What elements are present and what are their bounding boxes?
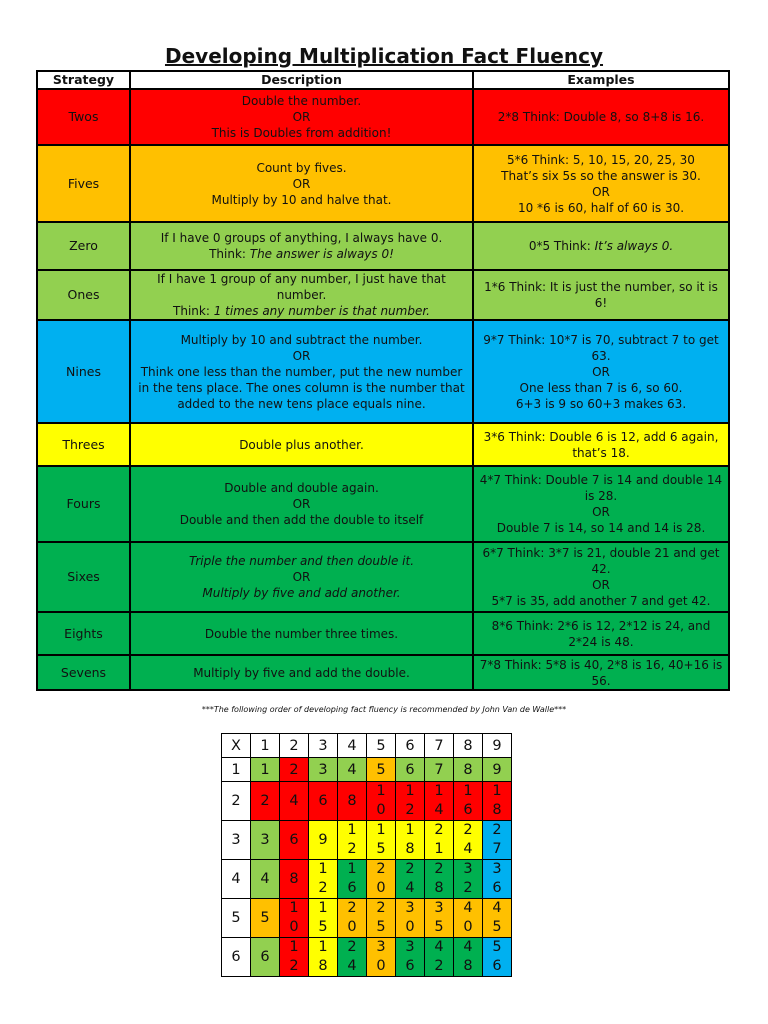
grid-cell: 4 0 bbox=[454, 899, 483, 938]
strategy-name: Eights bbox=[37, 612, 130, 655]
strategy-examples: 0*5 Think: It’s always 0. bbox=[473, 222, 729, 270]
strategy-description: Double plus another. bbox=[130, 423, 473, 466]
strategy-table bbox=[36, 70, 730, 691]
strategy-name: Twos bbox=[37, 89, 130, 145]
strategy-examples: 9*7 Think: 10*7 is 70, subtract 7 to get 63. OR One less than 7 is 6, so 60. 6+3 is 9 so 60+3 makes 63. bbox=[473, 320, 729, 423]
grid-row-header: 5 bbox=[222, 899, 251, 938]
grid-row bbox=[222, 899, 512, 938]
strategy-table-header bbox=[37, 71, 729, 89]
grid-cell: 3 bbox=[309, 758, 338, 782]
grid-cell: 4 bbox=[338, 758, 367, 782]
strategy-description: Multiply by 10 and subtract the number. OR Think one less than the number, put the new number in the tens place. The ones column is the number that added to the new tens place equals nine. bbox=[130, 320, 473, 423]
strategy-description: Double and double again. OR Double and then add the double to itself bbox=[130, 466, 473, 542]
grid-row-header: 1 bbox=[222, 758, 251, 782]
grid-col-header: 7 bbox=[425, 734, 454, 758]
grid-cell: 8 bbox=[280, 860, 309, 899]
grid-row bbox=[222, 938, 512, 977]
strategy-description: If I have 0 groups of anything, I always have 0. Think: The answer is always 0! bbox=[130, 222, 473, 270]
grid-cell: 2 1 bbox=[425, 821, 454, 860]
grid-col-header: 5 bbox=[367, 734, 396, 758]
strategy-row bbox=[37, 270, 729, 320]
grid-header-row bbox=[222, 734, 512, 758]
strategy-name: Fours bbox=[37, 466, 130, 542]
strategy-row bbox=[37, 466, 729, 542]
strategy-examples: 3*6 Think: Double 6 is 12, add 6 again, that’s 18. bbox=[473, 423, 729, 466]
strategy-name: Ones bbox=[37, 270, 130, 320]
grid-cell: 2 bbox=[280, 758, 309, 782]
grid-row-header: 2 bbox=[222, 782, 251, 821]
grid-corner: X bbox=[222, 734, 251, 758]
grid-cell: 3 0 bbox=[396, 899, 425, 938]
grid-cell: 3 bbox=[251, 821, 280, 860]
strategy-examples: 8*6 Think: 2*6 is 12, 2*12 is 24, and 2*24 is 48. bbox=[473, 612, 729, 655]
grid-cell: 3 6 bbox=[396, 938, 425, 977]
grid-cell: 9 bbox=[309, 821, 338, 860]
grid-cell: 1 2 bbox=[280, 938, 309, 977]
grid-cell: 1 0 bbox=[367, 782, 396, 821]
grid-cell: 8 bbox=[454, 758, 483, 782]
grid-col-header: 6 bbox=[396, 734, 425, 758]
strategy-row bbox=[37, 655, 729, 690]
grid-cell: 8 bbox=[338, 782, 367, 821]
grid-cell: 7 bbox=[425, 758, 454, 782]
grid-col-header: 1 bbox=[251, 734, 280, 758]
grid-cell: 3 2 bbox=[454, 860, 483, 899]
strategy-name: Fives bbox=[37, 145, 130, 222]
grid-cell: 1 2 bbox=[396, 782, 425, 821]
header-description: Description bbox=[130, 71, 473, 89]
grid-cell: 3 5 bbox=[425, 899, 454, 938]
grid-cell: 1 4 bbox=[425, 782, 454, 821]
strategy-name: Threes bbox=[37, 423, 130, 466]
grid-cell: 1 bbox=[251, 758, 280, 782]
multiplication-grid bbox=[221, 733, 512, 977]
strategy-examples: 4*7 Think: Double 7 is 14 and double 14 is 28. OR Double 7 is 14, so 14 and 14 is 28. bbox=[473, 466, 729, 542]
grid-cell: 1 5 bbox=[309, 899, 338, 938]
grid-cell: 5 6 bbox=[483, 938, 512, 977]
strategy-name: Zero bbox=[37, 222, 130, 270]
grid-cell: 2 bbox=[251, 782, 280, 821]
grid-cell: 6 bbox=[280, 821, 309, 860]
grid-row bbox=[222, 860, 512, 899]
grid-cell: 6 bbox=[251, 938, 280, 977]
grid-row-header: 6 bbox=[222, 938, 251, 977]
grid-cell: 2 0 bbox=[338, 899, 367, 938]
grid-cell: 1 6 bbox=[454, 782, 483, 821]
strategy-description: Double the number. OR This is Doubles from addition! bbox=[130, 89, 473, 145]
strategy-examples: 6*7 Think: 3*7 is 21, double 21 and get 42. OR 5*7 is 35, add another 7 and get 42. bbox=[473, 542, 729, 612]
grid-row-header: 4 bbox=[222, 860, 251, 899]
strategy-examples: 5*6 Think: 5, 10, 15, 20, 25, 30 That’s six 5s so the answer is 30. OR 10 *6 is 60, half of 60 is 30. bbox=[473, 145, 729, 222]
strategy-description: Double the number three times. bbox=[130, 612, 473, 655]
grid-cell: 2 4 bbox=[338, 938, 367, 977]
grid-cell: 4 bbox=[280, 782, 309, 821]
strategy-examples: 7*8 Think: 5*8 is 40, 2*8 is 16, 40+16 is 56. bbox=[473, 655, 729, 690]
strategy-name: Sevens bbox=[37, 655, 130, 690]
strategy-row bbox=[37, 612, 729, 655]
grid-cell: 1 8 bbox=[396, 821, 425, 860]
strategy-row bbox=[37, 89, 729, 145]
strategy-description: Multiply by five and add the double. bbox=[130, 655, 473, 690]
grid-row-header: 3 bbox=[222, 821, 251, 860]
grid-cell: 2 0 bbox=[367, 860, 396, 899]
grid-cell: 2 4 bbox=[454, 821, 483, 860]
grid-col-header: 8 bbox=[454, 734, 483, 758]
grid-col-header: 9 bbox=[483, 734, 512, 758]
strategy-row bbox=[37, 222, 729, 270]
page-title: Developing Multiplication Fact Fluency bbox=[164, 44, 604, 68]
strategy-description: Count by fives. OR Multiply by 10 and halve that. bbox=[130, 145, 473, 222]
grid-cell: 3 0 bbox=[367, 938, 396, 977]
strategy-examples: 1*6 Think: It is just the number, so it is 6! bbox=[473, 270, 729, 320]
strategy-examples: 2*8 Think: Double 8, so 8+8 is 16. bbox=[473, 89, 729, 145]
grid-cell: 5 bbox=[251, 899, 280, 938]
grid-row bbox=[222, 782, 512, 821]
strategy-row bbox=[37, 145, 729, 222]
grid-cell: 4 bbox=[251, 860, 280, 899]
strategy-description: Triple the number and then double it. OR Multiply by five and add another. bbox=[130, 542, 473, 612]
grid-cell: 4 8 bbox=[454, 938, 483, 977]
strategy-name: Nines bbox=[37, 320, 130, 423]
grid-col-header: 3 bbox=[309, 734, 338, 758]
grid-cell: 2 5 bbox=[367, 899, 396, 938]
grid-cell: 6 bbox=[309, 782, 338, 821]
grid-cell: 1 2 bbox=[309, 860, 338, 899]
grid-cell: 6 bbox=[396, 758, 425, 782]
grid-cell: 1 2 bbox=[338, 821, 367, 860]
grid-cell: 2 8 bbox=[425, 860, 454, 899]
grid-row bbox=[222, 821, 512, 860]
strategy-row bbox=[37, 320, 729, 423]
grid-cell: 1 6 bbox=[338, 860, 367, 899]
recommendation-note: ***The following order of developing fact fluency is recommended by John Van de Walle*** bbox=[201, 705, 567, 714]
grid-cell: 4 5 bbox=[483, 899, 512, 938]
strategy-row bbox=[37, 423, 729, 466]
grid-cell: 1 8 bbox=[483, 782, 512, 821]
grid-col-header: 2 bbox=[280, 734, 309, 758]
grid-cell: 4 2 bbox=[425, 938, 454, 977]
grid-cell: 5 bbox=[367, 758, 396, 782]
header-examples: Examples bbox=[473, 71, 729, 89]
grid-cell: 9 bbox=[483, 758, 512, 782]
grid-cell: 2 7 bbox=[483, 821, 512, 860]
grid-col-header: 4 bbox=[338, 734, 367, 758]
grid-cell: 1 0 bbox=[280, 899, 309, 938]
strategy-row bbox=[37, 542, 729, 612]
strategy-name: Sixes bbox=[37, 542, 130, 612]
header-strategy: Strategy bbox=[37, 71, 130, 89]
grid-cell: 1 8 bbox=[309, 938, 338, 977]
grid-cell: 1 5 bbox=[367, 821, 396, 860]
grid-cell: 2 4 bbox=[396, 860, 425, 899]
grid-cell: 3 6 bbox=[483, 860, 512, 899]
strategy-description: If I have 1 group of any number, I just have that number. Think: 1 times any number is that number. bbox=[130, 270, 473, 320]
grid-row bbox=[222, 758, 512, 782]
